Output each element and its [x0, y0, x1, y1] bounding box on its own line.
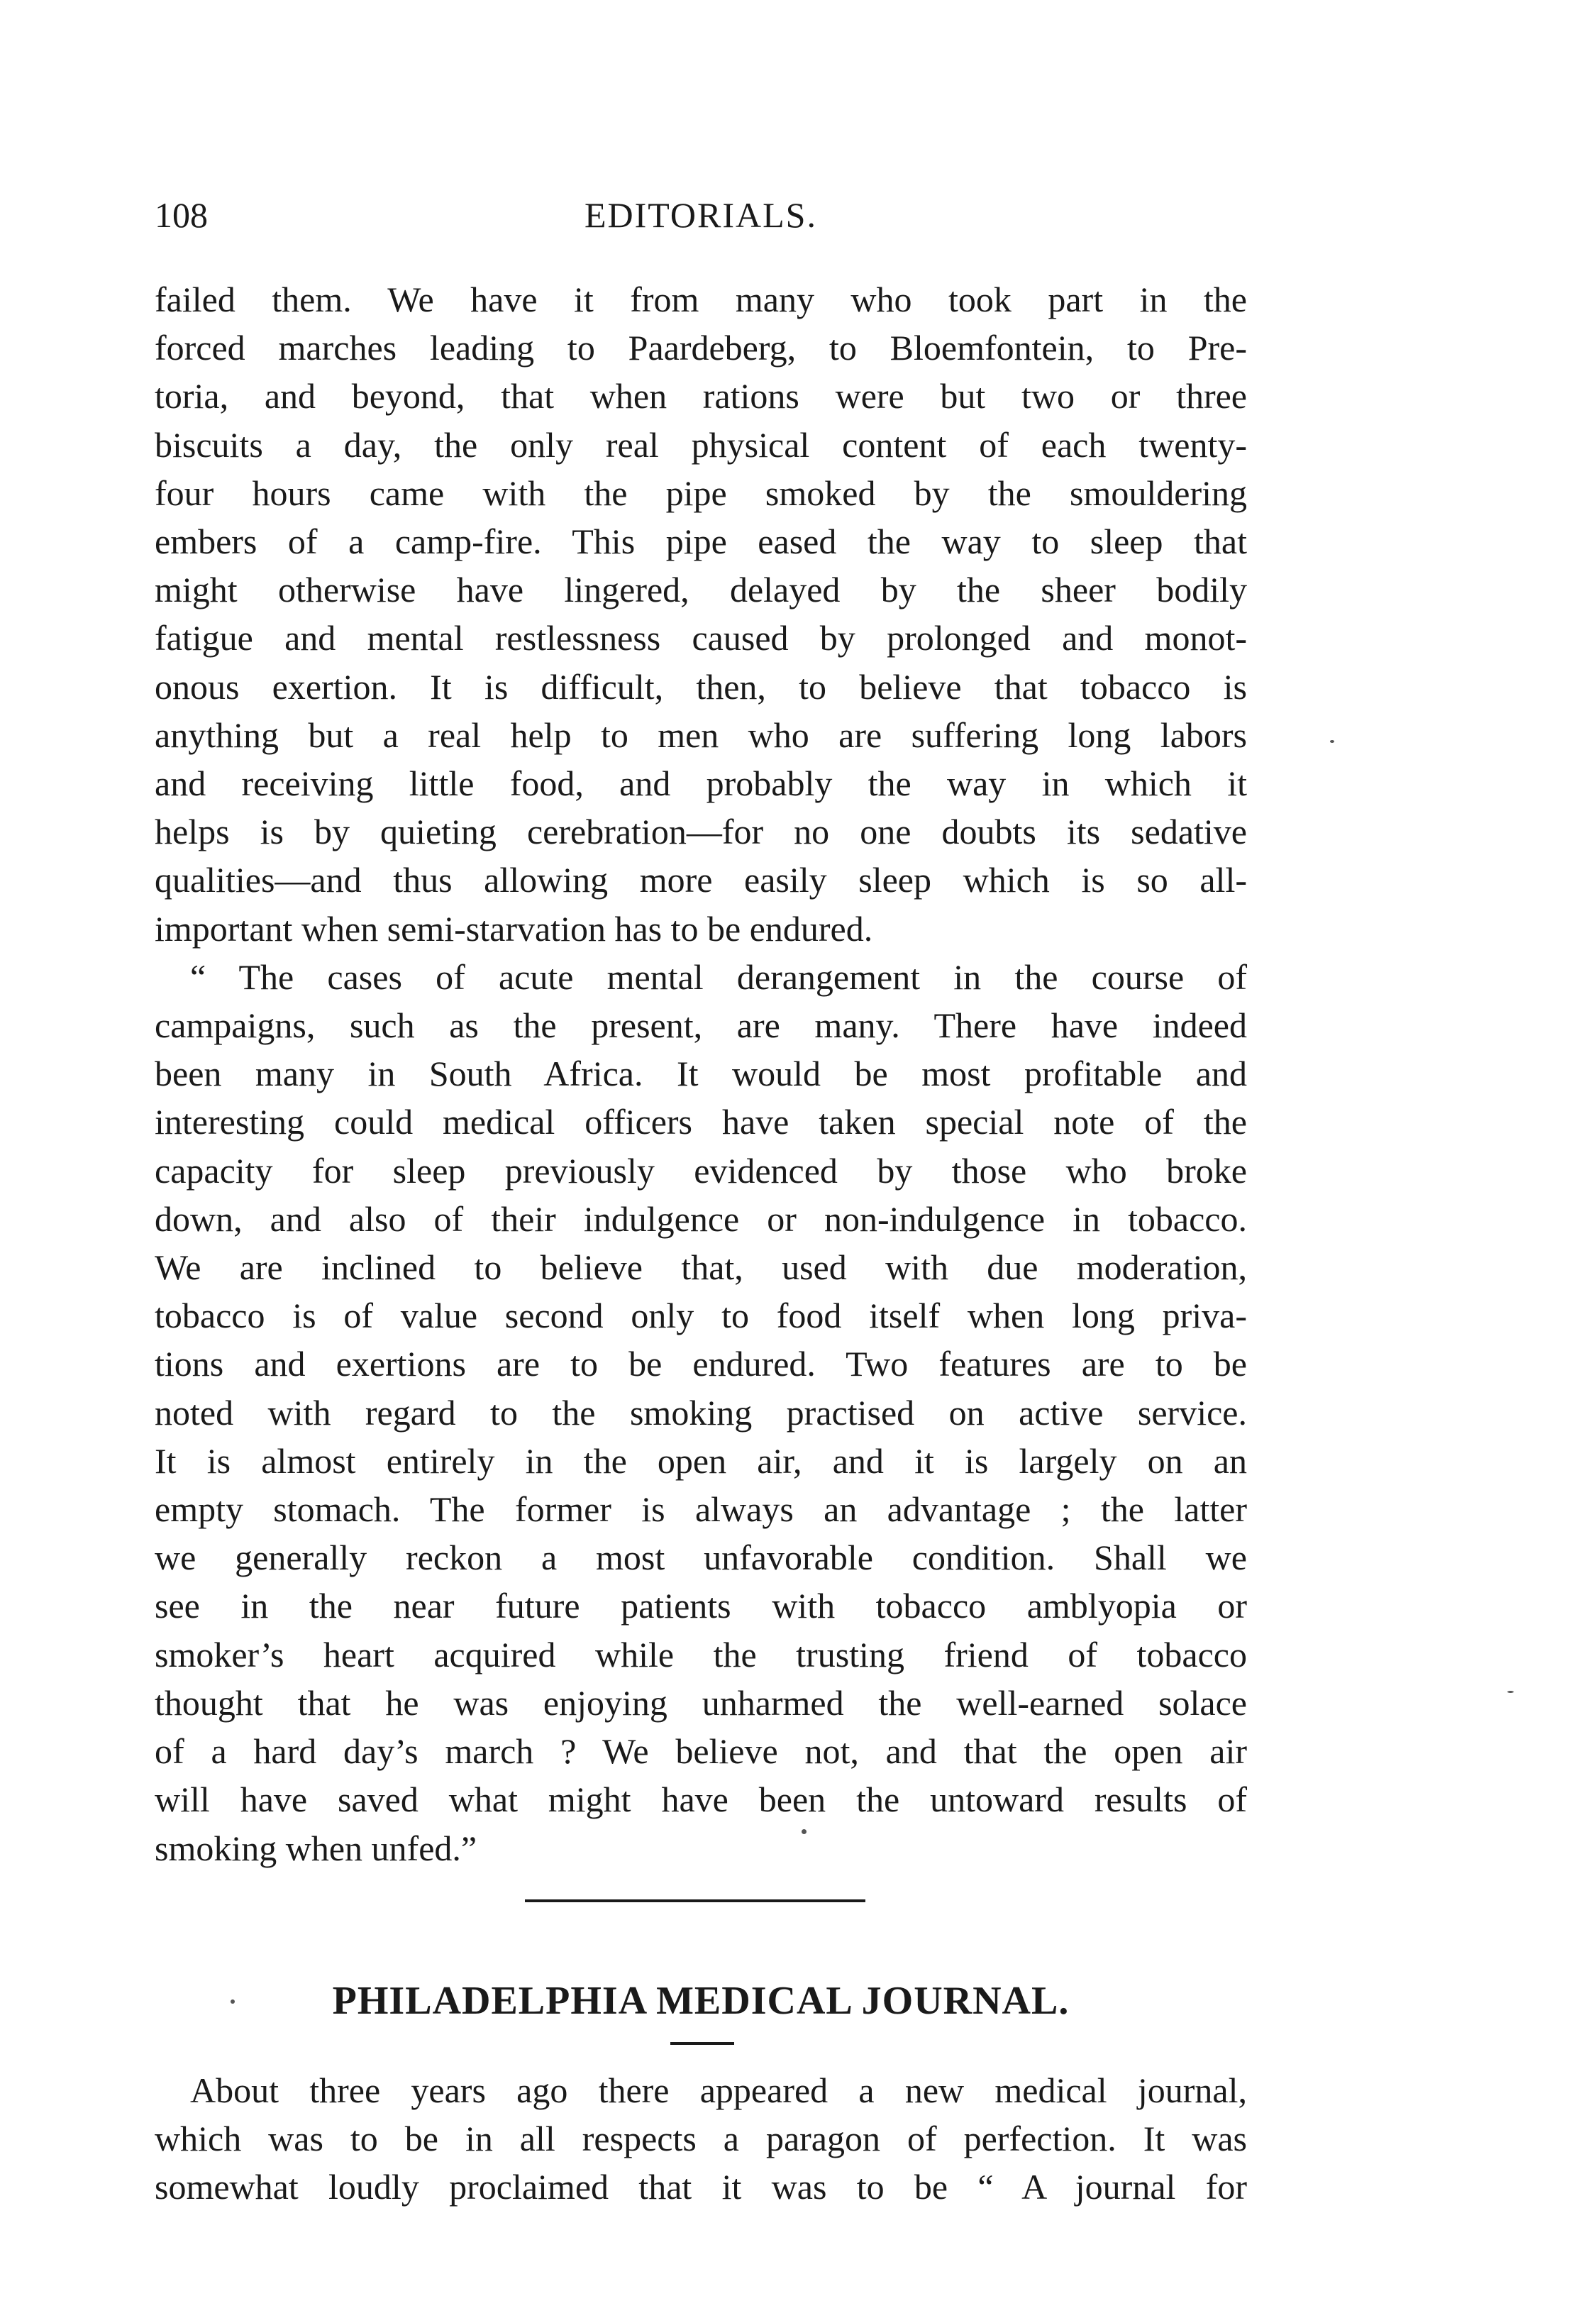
- section-body: [155, 2066, 1247, 2212]
- article-continuation: [155, 275, 1247, 1872]
- text-line: down, and also of their indulgence or non-indulgence in tobacco.: [155, 1198, 1247, 1239]
- page-number: 108: [155, 195, 208, 235]
- text-line: been many in South Africa. It would be most profitable and: [155, 1054, 1247, 1094]
- text-line: “ The cases of acute mental derangement in the course of: [190, 956, 1247, 997]
- text-line: empty stomach. The former is always an advantage ; the latter: [155, 1489, 1247, 1530]
- text-line: It is almost entirely in the open air, and it is largely on an: [155, 1440, 1247, 1481]
- print-speck: [1507, 1691, 1514, 1693]
- text-line: see in the near future patients with tobacco amblyopia or: [155, 1586, 1247, 1626]
- text-line: tobacco is of value second only to food itself when long priva-: [155, 1296, 1247, 1336]
- section-heading: PHILADELPHIA MEDICAL JOURNAL.: [332, 1979, 1070, 2023]
- text-line: smoking when unfed.”: [155, 1828, 477, 1868]
- paragraph-mental-derangement: [155, 953, 1247, 1872]
- running-head: [155, 190, 1247, 240]
- text-line: About three years ago there appeared a new medical journal,: [190, 2070, 1247, 2110]
- text-line: will have saved what might have been the untoward results of: [155, 1780, 1247, 1820]
- text-line: somewhat loudly proclaimed that it was to be “ A journal for: [155, 2167, 1247, 2207]
- text-line: failed them. We have it from many who took part in the: [155, 280, 1247, 319]
- text-line: anything but a real help to men who are suffering long labors: [155, 714, 1247, 755]
- text-line: toria, and beyond, that when rations were but two or three: [155, 376, 1247, 416]
- text-line: smoker’s heart acquired while the trusting friend of tobacco: [155, 1634, 1247, 1674]
- print-speck: [231, 1999, 235, 2004]
- text-line: fatigue and mental restlessness caused by prolonged and monot-: [155, 618, 1247, 658]
- running-title: EDITORIALS.: [584, 195, 817, 235]
- text-line: important when semi-starvation has to be endured.: [155, 908, 873, 949]
- text-line: which was to be in all respects a paragon of perfection. It was: [155, 2119, 1247, 2159]
- paragraph-tobacco-campaign: [155, 275, 1247, 953]
- text-line: qualities—and thus allowing more easily sleep which is so all-: [155, 860, 1247, 900]
- text-line: campaigns, such as the present, are many. There have indeed: [155, 1005, 1247, 1046]
- text-line: interesting could medical officers have taken special note of the: [155, 1102, 1247, 1142]
- section-divider: [525, 1899, 865, 1902]
- text-line: embers of a camp-fire. This pipe eased the way to sleep that: [155, 522, 1247, 562]
- heading-rule: [670, 2042, 734, 2045]
- text-line: We are inclined to believe that, used with due moderation,: [155, 1247, 1247, 1288]
- text-line: thought that he was enjoying unharmed the well-earned solace: [155, 1682, 1247, 1723]
- text-line: and receiving little food, and probably the way in which it: [155, 763, 1247, 804]
- text-line: we generally reckon a most unfavorable condition. Shall we: [155, 1538, 1247, 1578]
- text-line: noted with regard to the smoking practised on active service.: [155, 1392, 1247, 1433]
- text-line: of a hard day’s march ? We believe not, and that the open air: [155, 1731, 1247, 1772]
- text-line: capacity for sleep previously evidenced by those who broke: [155, 1150, 1247, 1191]
- text-line: four hours came with the pipe smoked by the smouldering: [155, 473, 1247, 513]
- print-speck: [802, 1829, 807, 1834]
- text-line: tions and exertions are to be endured. Two features are to be: [155, 1344, 1247, 1384]
- text-line: onous exertion. It is difficult, then, to believe that tobacco is: [155, 666, 1247, 707]
- text-line: biscuits a day, the only real physical content of each twenty-: [155, 424, 1247, 465]
- text-line: forced marches leading to Paardeberg, to Bloemfontein, to Pre-: [155, 328, 1247, 368]
- paragraph-journal-intro: [155, 2066, 1247, 2212]
- text-line: might otherwise have lingered, delayed by the sheer bodily: [155, 570, 1247, 610]
- text-line: helps is by quieting cerebration—for no one doubts its sedative: [155, 812, 1247, 852]
- print-speck: [1330, 740, 1334, 743]
